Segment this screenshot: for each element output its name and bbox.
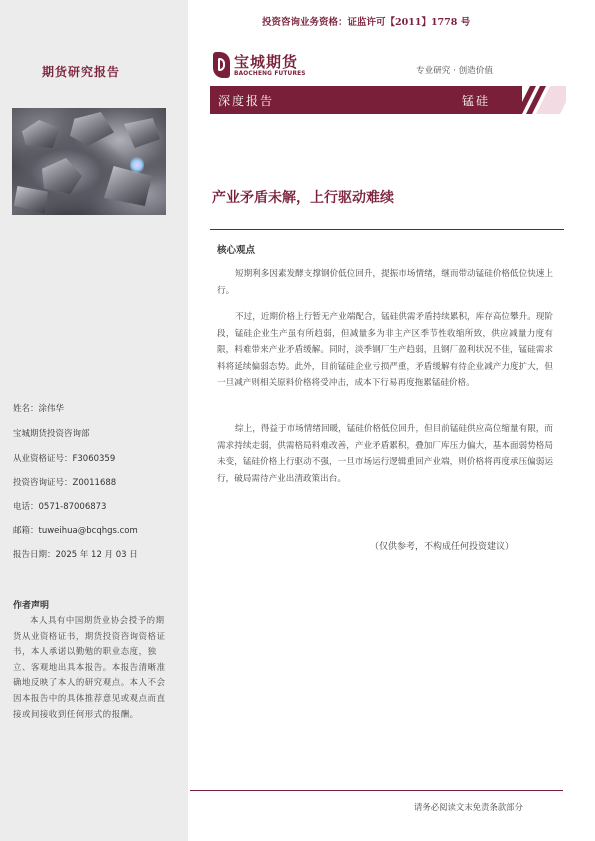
company-logo: [213, 52, 323, 80]
report-title: 产业矛盾未解，上行驱动难续: [212, 190, 394, 206]
declaration-text: 本人具有中国期货业协会授予的期货从业资格证书，期货投资咨询资格证书，本人承诺以勤勉的职业态度，独立、客观地出具本报告。本报告清晰准确地反映了本人的研究观点。本人不会因本报告中的具体推荐意见或观点而直接或间接收到任何形式的报酬。: [13, 615, 166, 719]
footer-note: 请务必阅读文末免责条款部分: [414, 802, 523, 812]
report-category: 深度报告: [218, 94, 275, 108]
report-banner: [210, 86, 522, 114]
slogan: 专业研究 · 创造价值: [416, 66, 493, 76]
commodity-name: 锰硅: [462, 94, 491, 108]
manganese-silicon-photo: [12, 108, 166, 215]
logo-mark-icon: [213, 52, 230, 78]
iridescent-glint: [130, 156, 144, 174]
investment-disclaimer: （仅供参考，不构成任何投资建议）: [370, 542, 515, 552]
author-email: 邮箱：tuweihua@bcqhgs.com: [13, 526, 138, 536]
core-view-heading: 核心观点: [217, 245, 256, 256]
qualification-number: 从业资格证号：F3060359: [13, 454, 116, 464]
core-paragraph: 短期利多因素发酵支撑钢价低位回升，提振市场情绪，继而带动锰硅价格低位快速上行。: [217, 269, 553, 296]
report-date: 报告日期：2025 年 12 月 03 日: [13, 550, 138, 560]
advisory-number: 投资咨询证号：Z0011688: [13, 478, 117, 488]
author-name: 姓名：涂伟华: [13, 404, 65, 414]
title-divider: [210, 229, 564, 230]
sidebar-report-type: 期货研究报告: [42, 65, 121, 79]
banner-stripes-decoration: [516, 86, 566, 114]
author-company: 宝城期货投资咨询部: [13, 429, 90, 439]
footer-divider: [190, 790, 563, 791]
core-paragraph: 综上，得益于市场情绪回暖，锰硅价格低位回升，但目前锰硅供应高位缩量有限，而需求持续走弱，供需格局料难改善，产业矛盾累积，叠加厂库压力偏大，基本面弱势格局未变，锰硅价格上行驱动不强，一旦市场运行逻辑重回产业端，则价格将再度承压偏弱运行，破局需待产业出清政策出台。: [217, 424, 553, 484]
author-phone: 电话：0571-87006873: [13, 502, 107, 512]
license-line: 投资咨询业务资格：证监许可【2011】1778 号: [262, 17, 471, 28]
logo-text-en: BAOCHENG FUTURES: [234, 71, 306, 77]
logo-text-cn: 宝城期货: [234, 53, 299, 71]
declaration-title: 作者声明: [13, 601, 50, 611]
core-paragraph: 不过，近期价格上行暂无产业端配合，锰硅供需矛盾持续累积，库存高位攀升。现阶段，锰硅企业生产虽有所趋弱，但减量多为非主产区季节性收缩所致，供应减量力度有限，料难带来产业矛盾缓解。同时，淡季钢厂生产趋弱，且钢厂盈利状况不佳，锰硅需求料将延续偏弱态势。此外，目前锰硅企业亏损严重，矛盾缓解有待企业减产力度扩大，但一旦减产则相关原料价格将受冲击，成本下行易再度拖累锰硅价格。: [217, 312, 553, 388]
sidebar: [0, 0, 188, 841]
